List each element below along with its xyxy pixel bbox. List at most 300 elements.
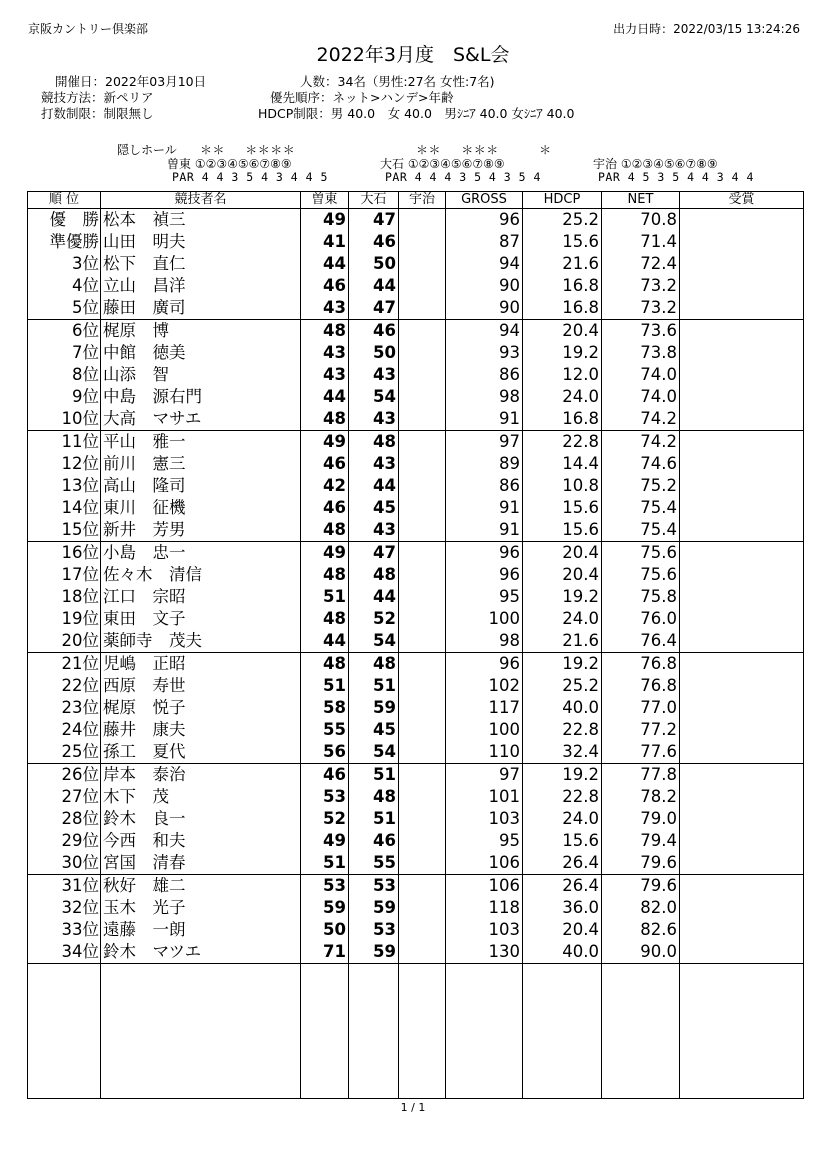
player-name-cell: 宮国 清春	[101, 852, 301, 875]
player-name-cell: 松下 直仁	[101, 253, 301, 275]
award-cell	[680, 675, 804, 697]
uji-score-cell	[399, 875, 446, 898]
table-row	[28, 808, 804, 830]
sone-score-cell: 48	[301, 653, 349, 676]
rank-cell: 10位	[28, 408, 101, 431]
oishi-score-cell: 55	[349, 852, 399, 875]
player-name-cell: 小島 忠一	[101, 542, 301, 565]
hdcp-cell: 25.2	[523, 675, 602, 697]
uji-score-cell	[399, 519, 446, 542]
rank-cell: 15位	[28, 519, 101, 542]
table-row	[28, 408, 804, 431]
table-header-row	[28, 192, 804, 209]
uji-score-cell	[399, 586, 446, 608]
award-cell	[680, 231, 804, 253]
table-row	[28, 608, 804, 630]
col-header-gross: GROSS	[446, 192, 523, 209]
sone-score-cell: 46	[301, 453, 349, 475]
sone-score-cell: 50	[301, 919, 349, 941]
oishi-score-cell: 48	[349, 653, 399, 676]
table-row	[28, 697, 804, 719]
hdcp-limit: HDCP制限：男 40.0 女 40.0 男ｼﾆｱ 40.0 女ｼﾆｱ 40.0	[258, 106, 575, 121]
oishi-score-cell: 44	[349, 586, 399, 608]
oishi-score-cell: 54	[349, 630, 399, 653]
gross-cell: 101	[446, 786, 523, 808]
rank-cell: 26位	[28, 764, 101, 787]
gross-cell: 102	[446, 675, 523, 697]
player-name-cell: 遠藤 一朗	[101, 919, 301, 941]
hdcp-cell: 10.8	[523, 475, 602, 497]
net-cell: 77.0	[602, 697, 680, 719]
net-cell: 74.0	[602, 386, 680, 408]
table-row	[28, 675, 804, 697]
table-row	[28, 875, 804, 898]
player-name-cell: 東川 征機	[101, 497, 301, 519]
hdcp-cell: 24.0	[523, 386, 602, 408]
player-name-cell: 孫工 夏代	[101, 741, 301, 764]
uji-score-cell	[399, 675, 446, 697]
rank-cell: 11位	[28, 431, 101, 454]
oishi-par: PAR 4 4 4 3 5 4 3 5 4	[385, 170, 541, 184]
award-cell	[680, 542, 804, 565]
hdcp-cell: 36.0	[523, 897, 602, 919]
gross-cell: 100	[446, 719, 523, 741]
oishi-score-cell: 51	[349, 808, 399, 830]
priority-order: 優先順序：ネット>ハンデ>年齢	[270, 90, 454, 105]
rank-cell: 優 勝	[28, 209, 101, 232]
sone-score-cell: 49	[301, 830, 349, 852]
table-row	[28, 897, 804, 919]
sone-score-cell: 58	[301, 697, 349, 719]
rank-cell: 28位	[28, 808, 101, 830]
table-row	[28, 519, 804, 542]
gross-cell: 96	[446, 564, 523, 586]
oishi-score-cell: 43	[349, 408, 399, 431]
player-name-cell: 鈴木 良一	[101, 808, 301, 830]
gross-cell: 97	[446, 431, 523, 454]
player-name-cell: 児嶋 正昭	[101, 653, 301, 676]
uji-score-cell	[399, 275, 446, 297]
rank-cell: 16位	[28, 542, 101, 565]
player-name-cell: 新井 芳男	[101, 519, 301, 542]
uji-score-cell	[399, 542, 446, 565]
sone-score-cell: 51	[301, 586, 349, 608]
award-cell	[680, 897, 804, 919]
rank-cell: 13位	[28, 475, 101, 497]
gross-cell: 87	[446, 231, 523, 253]
player-name-cell: 平山 雅一	[101, 431, 301, 454]
net-cell: 74.2	[602, 431, 680, 454]
hdcp-cell: 14.4	[523, 453, 602, 475]
hdcp-cell: 20.4	[523, 542, 602, 565]
award-cell	[680, 342, 804, 364]
net-cell: 77.2	[602, 719, 680, 741]
table-row	[28, 741, 804, 764]
gross-cell: 93	[446, 342, 523, 364]
net-cell: 79.0	[602, 808, 680, 830]
player-name-cell: 松本 禎三	[101, 209, 301, 232]
uji-score-cell	[399, 608, 446, 630]
gross-cell: 103	[446, 808, 523, 830]
gross-cell: 91	[446, 497, 523, 519]
hdcp-cell: 21.6	[523, 630, 602, 653]
gross-cell: 117	[446, 697, 523, 719]
uji-score-cell	[399, 497, 446, 519]
oishi-score-cell: 44	[349, 275, 399, 297]
hdcp-cell: 22.8	[523, 786, 602, 808]
net-cell: 71.4	[602, 231, 680, 253]
hdcp-cell: 21.6	[523, 253, 602, 275]
uji-score-cell	[399, 253, 446, 275]
net-cell: 73.2	[602, 297, 680, 320]
hdcp-cell: 15.6	[523, 231, 602, 253]
oishi-score-cell: 51	[349, 675, 399, 697]
award-cell	[680, 364, 804, 386]
hdcp-cell: 15.6	[523, 519, 602, 542]
table-row	[28, 497, 804, 519]
uji-course-holes: 宇治 ①②③④⑤⑥⑦⑧⑨	[593, 157, 718, 171]
col-header-sone: 曽東	[301, 192, 349, 209]
player-name-cell: 岸本 泰治	[101, 764, 301, 787]
results-table	[27, 191, 804, 1099]
uji-score-cell	[399, 653, 446, 676]
net-cell: 74.0	[602, 364, 680, 386]
oishi-score-cell: 59	[349, 697, 399, 719]
award-cell	[680, 919, 804, 941]
col-header-award: 受賞	[680, 192, 804, 209]
net-cell: 73.2	[602, 275, 680, 297]
net-cell: 79.6	[602, 852, 680, 875]
gross-cell: 103	[446, 919, 523, 941]
hdcp-cell: 16.8	[523, 408, 602, 431]
oishi-score-cell: 51	[349, 764, 399, 787]
player-name-cell: 中館 徳美	[101, 342, 301, 364]
rank-cell: 18位	[28, 586, 101, 608]
rank-cell: 8位	[28, 364, 101, 386]
table-row	[28, 564, 804, 586]
uji-score-cell	[399, 475, 446, 497]
uji-score-cell	[399, 386, 446, 408]
output-datetime: 出力日時：2022/03/15 13:24:26	[613, 22, 800, 36]
award-cell	[680, 808, 804, 830]
player-name-cell: 山添 智	[101, 364, 301, 386]
award-cell	[680, 608, 804, 630]
hdcp-cell: 19.2	[523, 653, 602, 676]
oishi-score-cell: 47	[349, 297, 399, 320]
table-row	[28, 209, 804, 232]
oishi-score-cell: 43	[349, 364, 399, 386]
hdcp-cell: 19.2	[523, 586, 602, 608]
sone-score-cell: 44	[301, 253, 349, 275]
uji-par: PAR 4 5 3 5 4 4 3 4 4	[598, 170, 754, 184]
award-cell	[680, 564, 804, 586]
sone-score-cell: 48	[301, 408, 349, 431]
empty-cell	[301, 964, 349, 1099]
col-header-net: NET	[602, 192, 680, 209]
sone-score-cell: 43	[301, 364, 349, 386]
gross-cell: 89	[446, 453, 523, 475]
player-name-cell: 中島 源右門	[101, 386, 301, 408]
sone-score-cell: 71	[301, 941, 349, 964]
player-name-cell: 前川 憲三	[101, 453, 301, 475]
uji-score-cell	[399, 453, 446, 475]
table-row	[28, 386, 804, 408]
table-row	[28, 253, 804, 275]
page-title: 2022年3月度 S&L会	[316, 44, 510, 66]
oishi-score-cell: 59	[349, 941, 399, 964]
gross-cell: 110	[446, 741, 523, 764]
table-row	[28, 431, 804, 454]
hdcp-cell: 26.4	[523, 875, 602, 898]
oishi-score-cell: 46	[349, 231, 399, 253]
table-row	[28, 342, 804, 364]
award-cell	[680, 431, 804, 454]
award-cell	[680, 630, 804, 653]
oishi-score-cell: 50	[349, 253, 399, 275]
sone-score-cell: 52	[301, 808, 349, 830]
net-cell: 75.4	[602, 497, 680, 519]
hdcp-cell: 15.6	[523, 830, 602, 852]
hdcp-cell: 19.2	[523, 764, 602, 787]
sone-score-cell: 43	[301, 342, 349, 364]
sone-score-cell: 48	[301, 564, 349, 586]
sone-score-cell: 59	[301, 897, 349, 919]
sone-score-cell: 42	[301, 475, 349, 497]
col-header-rank: 順 位	[28, 192, 101, 209]
net-cell: 78.2	[602, 786, 680, 808]
player-name-cell: 立山 昌洋	[101, 275, 301, 297]
award-cell	[680, 941, 804, 964]
gross-cell: 95	[446, 830, 523, 852]
award-cell	[680, 653, 804, 676]
award-cell	[680, 209, 804, 232]
uji-score-cell	[399, 764, 446, 787]
empty-cell	[349, 964, 399, 1099]
award-cell	[680, 275, 804, 297]
oishi-score-cell: 48	[349, 431, 399, 454]
table-row	[28, 719, 804, 741]
rank-cell: 5位	[28, 297, 101, 320]
rank-cell: 25位	[28, 741, 101, 764]
award-cell	[680, 408, 804, 431]
rank-cell: 31位	[28, 875, 101, 898]
oishi-score-cell: 50	[349, 342, 399, 364]
gross-cell: 106	[446, 875, 523, 898]
sone-score-cell: 49	[301, 431, 349, 454]
sone-score-cell: 49	[301, 209, 349, 232]
hdcp-cell: 25.2	[523, 209, 602, 232]
uji-score-cell	[399, 852, 446, 875]
uji-score-cell	[399, 941, 446, 964]
table-row	[28, 275, 804, 297]
sone-score-cell: 46	[301, 764, 349, 787]
hdcp-cell: 20.4	[523, 320, 602, 343]
player-name-cell: 木下 茂	[101, 786, 301, 808]
hdcp-cell: 22.8	[523, 431, 602, 454]
net-cell: 74.6	[602, 453, 680, 475]
oishi-score-cell: 47	[349, 209, 399, 232]
table-empty-area	[28, 964, 804, 1099]
gross-cell: 97	[446, 764, 523, 787]
rank-cell: 33位	[28, 919, 101, 941]
player-name-cell: 藤田 廣司	[101, 297, 301, 320]
empty-cell	[101, 964, 301, 1099]
gross-cell: 96	[446, 542, 523, 565]
player-count: 人数：34名（男性:27名 女性:7名)	[300, 74, 495, 89]
gross-cell: 91	[446, 408, 523, 431]
hdcp-cell: 32.4	[523, 741, 602, 764]
player-name-cell: 藤井 康夫	[101, 719, 301, 741]
table-row	[28, 941, 804, 964]
uji-score-cell	[399, 630, 446, 653]
net-cell: 76.4	[602, 630, 680, 653]
award-cell	[680, 453, 804, 475]
rank-cell: 17位	[28, 564, 101, 586]
sone-hidden-marks: ＊＊ ＊＊＊＊	[200, 143, 296, 157]
net-cell: 70.8	[602, 209, 680, 232]
uji-score-cell	[399, 209, 446, 232]
oishi-score-cell: 44	[349, 475, 399, 497]
empty-cell	[523, 964, 602, 1099]
uji-score-cell	[399, 320, 446, 343]
sone-score-cell: 46	[301, 497, 349, 519]
competition-method: 競技方法：新ペリア	[41, 90, 154, 105]
net-cell: 74.2	[602, 408, 680, 431]
table-row	[28, 786, 804, 808]
award-cell	[680, 719, 804, 741]
net-cell: 75.8	[602, 586, 680, 608]
gross-cell: 96	[446, 653, 523, 676]
sone-score-cell: 53	[301, 786, 349, 808]
oishi-score-cell: 43	[349, 453, 399, 475]
oishi-score-cell: 54	[349, 741, 399, 764]
gross-cell: 91	[446, 519, 523, 542]
rank-cell: 9位	[28, 386, 101, 408]
hidden-hole-label: 隠しホール	[117, 143, 177, 157]
hdcp-cell: 16.8	[523, 297, 602, 320]
hdcp-cell: 24.0	[523, 808, 602, 830]
event-date: 開催日：2022年03月10日	[55, 74, 207, 89]
table-row	[28, 320, 804, 343]
oishi-score-cell: 53	[349, 875, 399, 898]
sone-score-cell: 46	[301, 275, 349, 297]
net-cell: 76.8	[602, 675, 680, 697]
rank-cell: 12位	[28, 453, 101, 475]
rank-cell: 27位	[28, 786, 101, 808]
player-name-cell: 大高 マサエ	[101, 408, 301, 431]
net-cell: 75.2	[602, 475, 680, 497]
hdcp-cell: 22.8	[523, 719, 602, 741]
uji-score-cell	[399, 564, 446, 586]
rank-cell: 30位	[28, 852, 101, 875]
award-cell	[680, 786, 804, 808]
net-cell: 72.4	[602, 253, 680, 275]
gross-cell: 86	[446, 475, 523, 497]
col-header-oishi: 大石	[349, 192, 399, 209]
oishi-score-cell: 54	[349, 386, 399, 408]
uji-score-cell	[399, 431, 446, 454]
gross-cell: 94	[446, 253, 523, 275]
award-cell	[680, 741, 804, 764]
uji-score-cell	[399, 697, 446, 719]
gross-cell: 86	[446, 364, 523, 386]
gross-cell: 118	[446, 897, 523, 919]
hdcp-cell: 12.0	[523, 364, 602, 386]
table-row	[28, 653, 804, 676]
sone-score-cell: 56	[301, 741, 349, 764]
net-cell: 73.8	[602, 342, 680, 364]
empty-cell	[446, 964, 523, 1099]
table-row	[28, 919, 804, 941]
rank-cell: 7位	[28, 342, 101, 364]
award-cell	[680, 475, 804, 497]
net-cell: 73.6	[602, 320, 680, 343]
rank-cell: 19位	[28, 608, 101, 630]
gross-cell: 96	[446, 209, 523, 232]
oishi-score-cell: 43	[349, 519, 399, 542]
player-name-cell: 高山 隆司	[101, 475, 301, 497]
col-header-uji: 宇治	[399, 192, 446, 209]
award-cell	[680, 875, 804, 898]
oishi-hidden-marks: ＊＊ ＊＊＊ ＊	[416, 143, 552, 157]
rank-cell: 22位	[28, 675, 101, 697]
award-cell	[680, 497, 804, 519]
rank-cell: 4位	[28, 275, 101, 297]
empty-cell	[680, 964, 804, 1099]
award-cell	[680, 586, 804, 608]
hdcp-cell: 16.8	[523, 275, 602, 297]
sone-score-cell: 49	[301, 542, 349, 565]
rank-cell: 32位	[28, 897, 101, 919]
net-cell: 75.6	[602, 542, 680, 565]
net-cell: 77.6	[602, 741, 680, 764]
gross-cell: 106	[446, 852, 523, 875]
table-row	[28, 852, 804, 875]
hdcp-cell: 40.0	[523, 697, 602, 719]
player-name-cell: 佐々木 清信	[101, 564, 301, 586]
uji-score-cell	[399, 408, 446, 431]
oishi-score-cell: 46	[349, 830, 399, 852]
table-row	[28, 630, 804, 653]
table-row	[28, 297, 804, 320]
player-name-cell: 鈴木 マツエ	[101, 941, 301, 964]
rank-cell: 20位	[28, 630, 101, 653]
player-name-cell: 薬師寺 茂夫	[101, 630, 301, 653]
net-cell: 79.4	[602, 830, 680, 852]
oishi-score-cell: 53	[349, 919, 399, 941]
hdcp-cell: 20.4	[523, 919, 602, 941]
table-row	[28, 542, 804, 565]
player-name-cell: 山田 明夫	[101, 231, 301, 253]
rank-cell: 21位	[28, 653, 101, 676]
oishi-score-cell: 47	[349, 542, 399, 565]
sone-score-cell: 51	[301, 675, 349, 697]
rank-cell: 34位	[28, 941, 101, 964]
gross-cell: 98	[446, 630, 523, 653]
rank-cell: 14位	[28, 497, 101, 519]
uji-score-cell	[399, 919, 446, 941]
net-cell: 82.6	[602, 919, 680, 941]
net-cell: 82.0	[602, 897, 680, 919]
uji-score-cell	[399, 297, 446, 320]
sone-score-cell: 48	[301, 519, 349, 542]
player-name-cell: 秋好 雄二	[101, 875, 301, 898]
award-cell	[680, 764, 804, 787]
hdcp-cell: 40.0	[523, 941, 602, 964]
uji-score-cell	[399, 231, 446, 253]
oishi-course-holes: 大石 ①②③④⑤⑥⑦⑧⑨	[380, 157, 505, 171]
table-row	[28, 475, 804, 497]
